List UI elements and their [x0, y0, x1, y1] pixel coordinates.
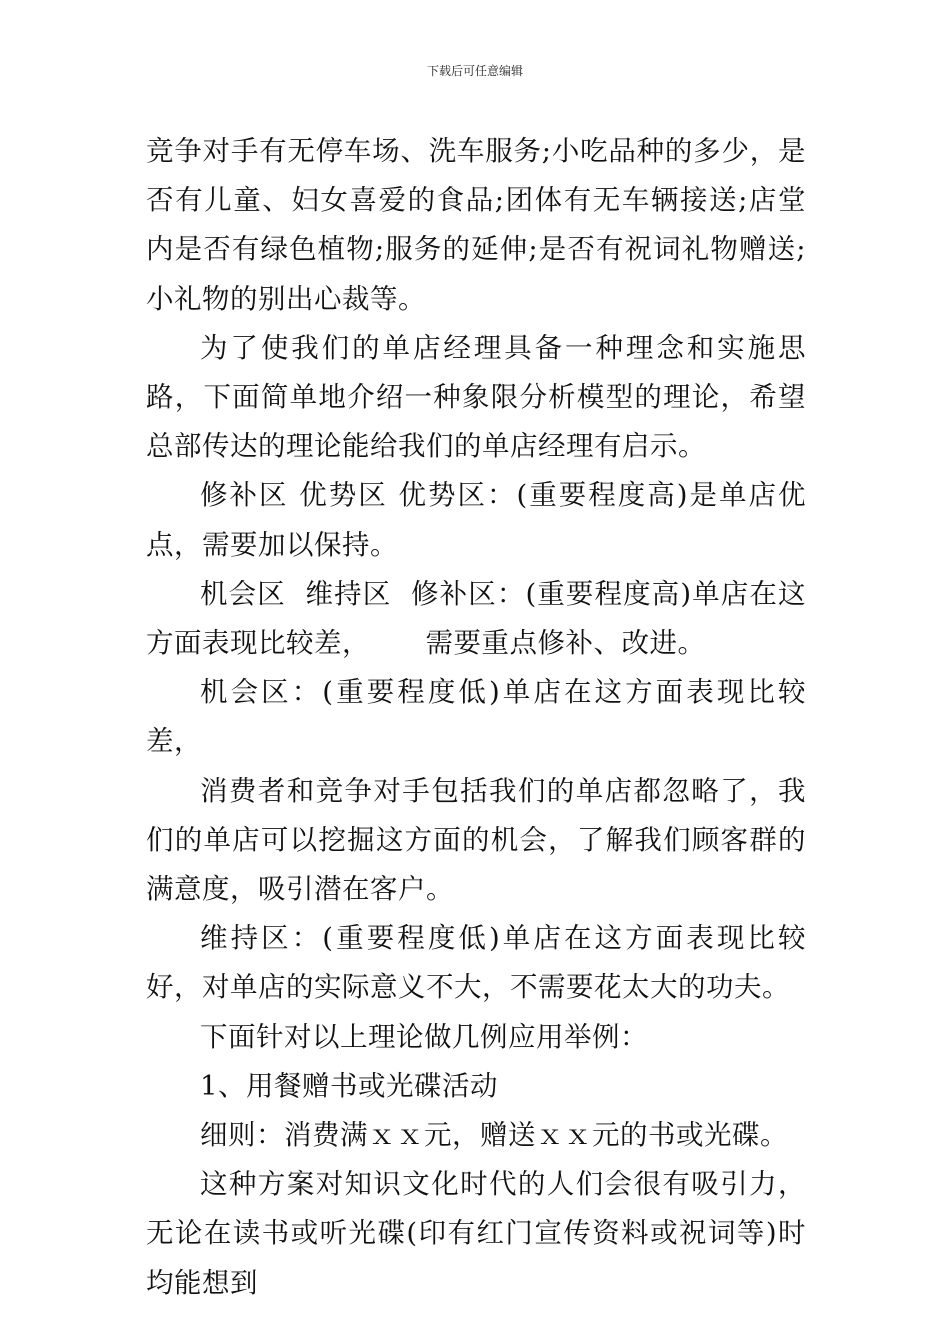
page-header: 下载后可任意编辑	[426, 64, 523, 78]
paragraph-competitor-services: 竞争对手有无停车场、洗车服务;小吃品种的多少，是否有儿童、妇女喜爱的食品;团体有无车辆接送;店堂内是否有绿色植物;服务的延伸;是否有祝词礼物赠送;小礼物的别出心裁等。	[146, 135, 806, 315]
paragraph-example-heading: 1、用餐赠书或光碟活动	[200, 1069, 498, 1102]
paragraph-advantage-zone: 修补区 优势区 优势区：(重要程度高)是单店优点，需要加以保持。	[146, 479, 806, 561]
paragraph-examples-intro: 下面针对以上理论做几例应用举例：	[200, 1020, 648, 1053]
paragraph-example-explanation: 这种方案对知识文化时代的人们会很有吸引力，无论在读书或听光碟(印有红门宣传资料或祝词等)时均能想到	[146, 1168, 806, 1299]
paragraph-opportunity-detail: 消费者和竞争对手包括我们的单店都忽略了，我们的单店可以挖掘这方面的机会，了解我们顾客群的满意度，吸引潜在客户。	[146, 774, 806, 906]
paragraph-opportunity-zone: 机会区：(重要程度低)单店在这方面表现比较差，	[146, 676, 806, 758]
paragraph-example-rule: 细则：消费满ｘｘ元，赠送ｘｘ元的书或光碟。	[200, 1119, 788, 1152]
paragraph-quadrant-intro: 为了使我们的单店经理具备一种理念和实施思路，下面简单地介绍一种象限分析模型的理论，希望总部传达的理论能给我们的单店经理有启示。	[146, 331, 806, 463]
paragraph-repair-zone: 机会区 维持区 修补区：(重要程度高)单店在这方面表现比较差， 需要重点修补、改进。	[146, 577, 806, 660]
paragraph-maintain-zone: 维持区：(重要程度低)单店在这方面表现比较好，对单店的实际意义不大，不需要花太大的功夫。	[146, 922, 806, 1004]
document-body	[146, 127, 806, 1308]
